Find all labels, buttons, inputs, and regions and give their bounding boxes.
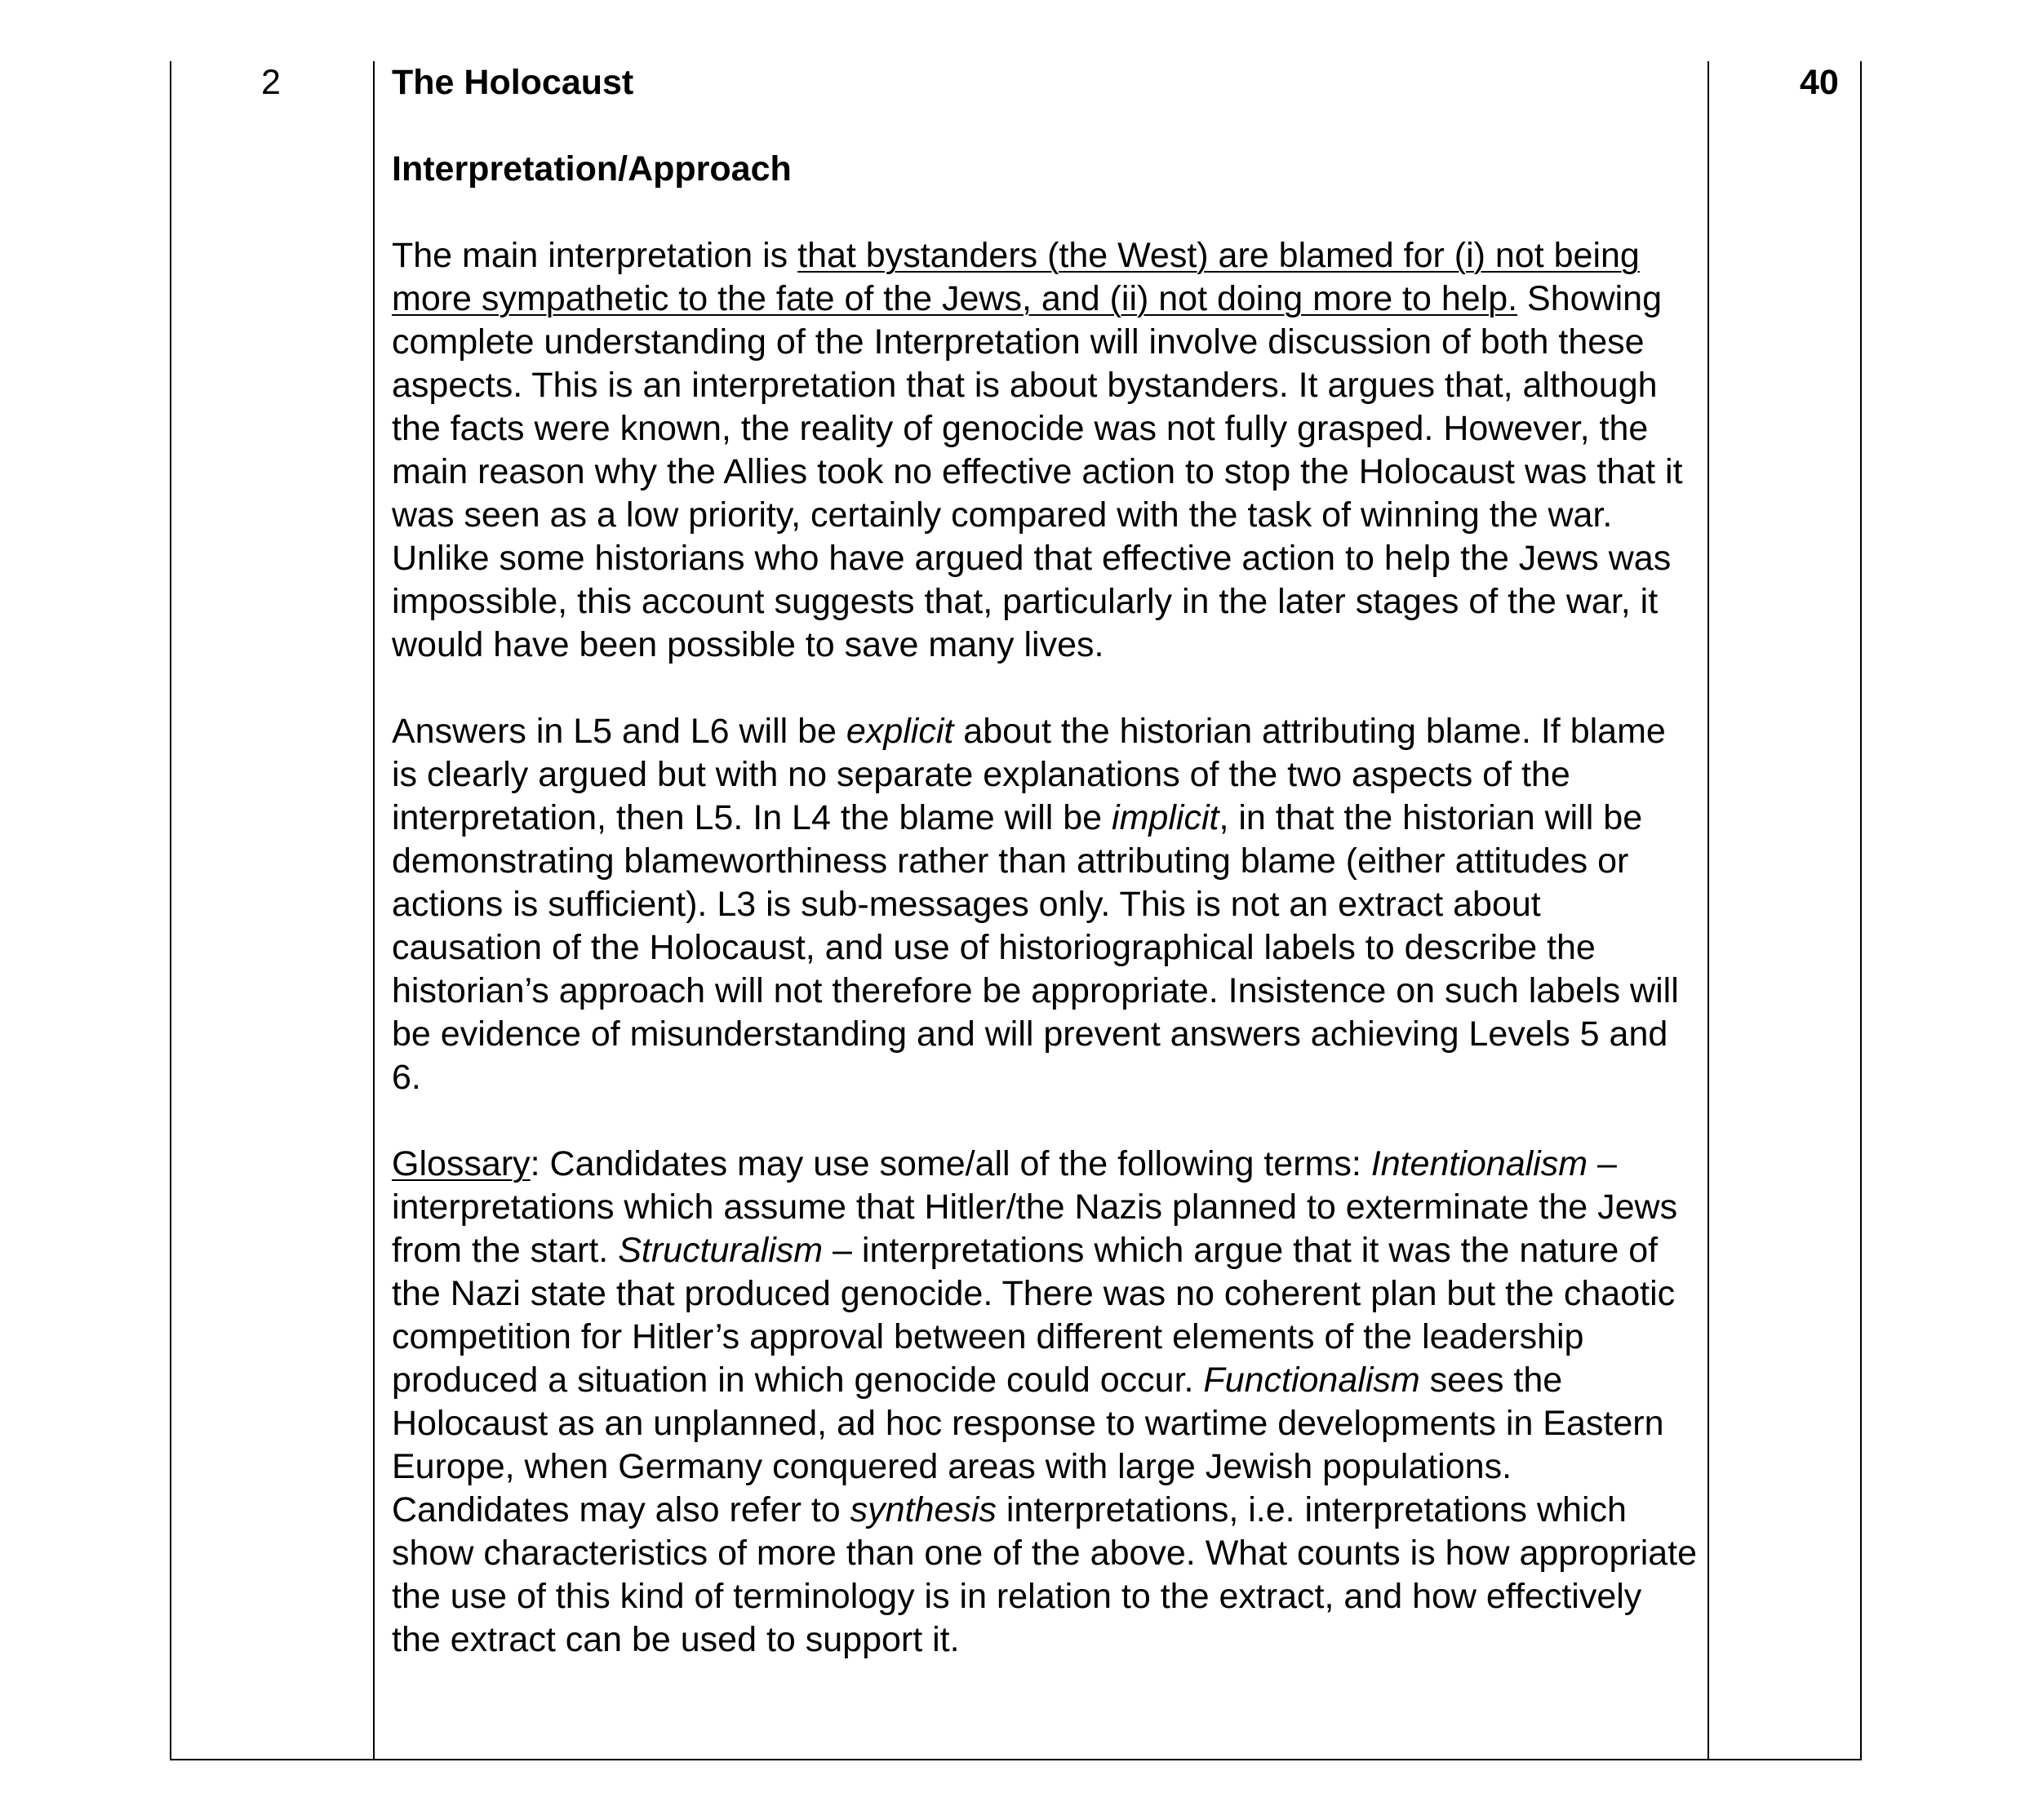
term-synthesis: synthesis [850, 1490, 997, 1529]
term-intentionalism: Intentionalism [1370, 1144, 1588, 1183]
text-span: – interpretations which assume that Hitler/the Nazis planned to exterminate the Jews from the start. [392, 1144, 1678, 1270]
answer-guidance [392, 61, 1698, 1662]
column-divider [373, 61, 375, 1759]
text-span: : Candidates may use some/all of the following terms: [530, 1144, 1371, 1183]
question-title: The Holocaust [392, 63, 634, 102]
text-span: sees the Holocaust as an unplanned, ad hoc response to wartime developments in Eastern Europe, when Germany conquered areas with large Jewish populations. Candidates may also refer to [392, 1361, 1664, 1529]
column-divider [1707, 61, 1709, 1759]
term-functionalism: Functionalism [1203, 1361, 1420, 1400]
glossary-paragraph [392, 1143, 1698, 1662]
interpretation-paragraph [392, 234, 1698, 667]
term-structuralism: Structuralism [618, 1231, 824, 1270]
text-span: , in that the historian will be demonstrating blameworthiness rather than attributing blame (either attitudes or actions is sufficient). L3 is sub-messages only. This is not an extract about causation of the Holocaust, and use of historiographical labels to describe the historian’s approach will not therefore be appropriate. Insistence on such labels will be evidence of misunderstanding and will prevent answers achieving Levels 5 and 6. [392, 798, 1679, 1097]
text-span: Showing complete understanding of the Interpretation will involve discussion of both these aspects. This is an interpretation that is about bystanders. It argues that, although the facts were known, the reality of genocide was not fully grasped. However, the main reason why the Allies took no effective action to stop the Holocaust was that it was seen as a low priority, certainly compared with the task of winning the war. Unlike some historians who have argued that effective action to help the Jews was impossible, this account suggests that, particularly in the later stages of the war, it would have been possible to save many lives. [392, 279, 1683, 664]
glossary-label: Glossary [392, 1144, 531, 1183]
section-heading: Interpretation/Approach [392, 149, 792, 189]
text-span: The main interpretation is [392, 236, 798, 275]
text-span: Answers in L5 and L6 will be [392, 712, 846, 751]
emphasis-explicit: explicit [846, 712, 954, 751]
key-interpretation: that bystanders (the West) are blamed for (i) not being more sympathetic to the fate of the Jews, and (ii) not doing more to help. [392, 236, 1640, 318]
emphasis-implicit: implicit [1112, 798, 1219, 837]
levels-paragraph [392, 710, 1698, 1099]
mark-scheme-table [170, 61, 1862, 1760]
text-span: interpretations, i.e. interpretations which show characteristics of more than one of the above. What counts is how appropriate the use of this kind of terminology is in relation to the extract, and how effectively the extract can be used to support it. [392, 1490, 1698, 1659]
question-number: 2 [261, 63, 281, 102]
marks-total: 40 [1800, 63, 1839, 102]
text-span: – interpretations which argue that it was the nature of the Nazi state that produced genocide. There was no coherent plan but the chaotic competition for Hitler’s approval between different elements of the leadership produced a situation in which genocide could occur. [392, 1231, 1676, 1400]
text-span: about the historian attributing blame. If blame is clearly argued but with no separate explanations of the two aspects of the interpretation, then L5. In L4 the blame will be [392, 712, 1666, 837]
